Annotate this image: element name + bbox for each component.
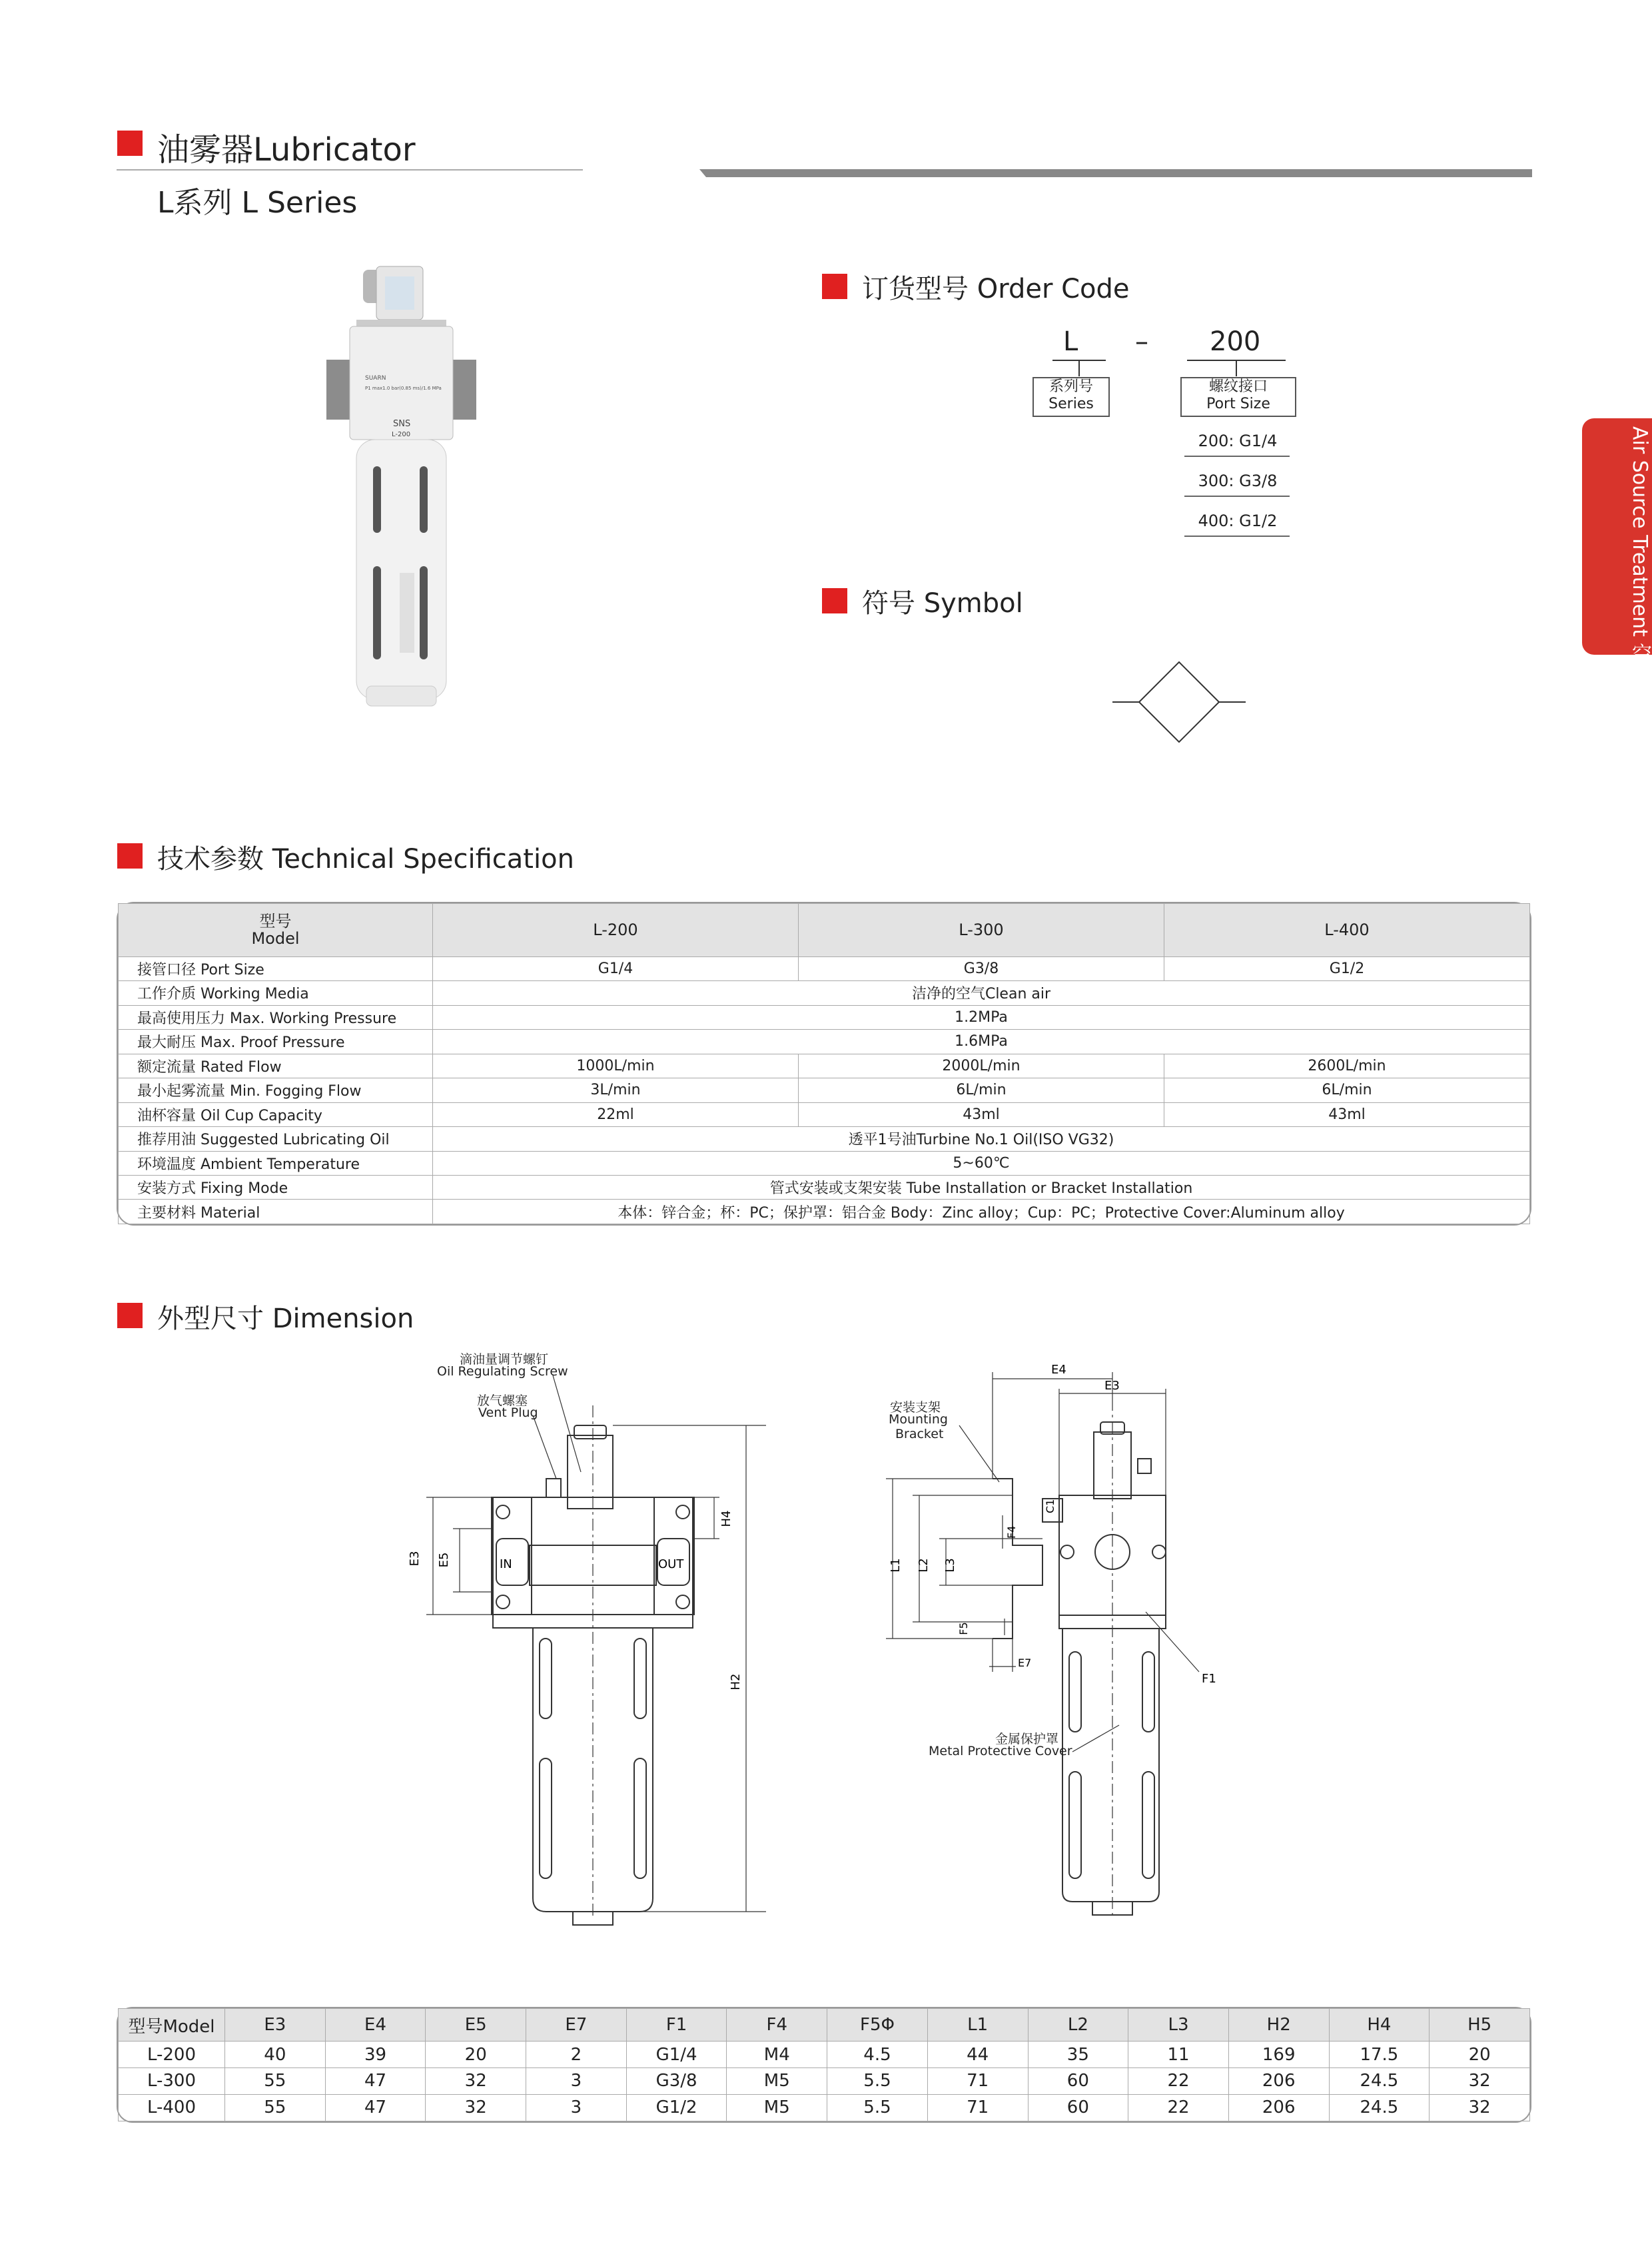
dim-table-cell: M5 — [727, 2094, 827, 2121]
side-dim-label-e3: E3 — [1104, 1379, 1120, 1393]
bracket-label-cn: 安装支架 — [890, 1400, 941, 1415]
product-photo — [313, 266, 513, 706]
dim-table-cell: 47 — [325, 2094, 426, 2121]
front-label-in: IN — [500, 1557, 512, 1571]
side-dim-label-l3: L3 — [943, 1558, 957, 1573]
spec-row-value: 3L/min — [433, 1078, 799, 1102]
page-title: 油雾器Lubricator — [157, 131, 416, 169]
spec-row-value: 本体：锌合金；杯：PC；保护罩：铝合金 Body：Zinc alloy；Cup：PC；Protective Cover:Aluminum alloy — [433, 1200, 1530, 1224]
side-category-label: Air Source Treatment 空气处理元件 — [1628, 426, 1651, 763]
vent-plug-label-cn: 放气螺塞 — [477, 1393, 528, 1408]
dim-table-cell: L-200 — [119, 2042, 225, 2068]
dim-table-cell: L-300 — [119, 2068, 225, 2095]
spec-row-label: 主要材料 Material — [119, 1200, 433, 1224]
front-dim-label-e3: E3 — [408, 1551, 422, 1567]
dim-header-cell: F1 — [626, 2009, 727, 2042]
dim-table-row — [119, 2068, 1530, 2095]
order-size-code: 200 — [1210, 326, 1261, 357]
tech-spec-heading: 技术参数 Technical Specification — [157, 844, 574, 875]
spec-row-label: 推荐用油 Suggested Lubricating Oil — [119, 1127, 433, 1151]
spec-row — [119, 981, 1530, 1005]
spec-row-value: 22ml — [433, 1102, 799, 1126]
order-series-label-cn: 系列号 — [1048, 378, 1093, 395]
order-code-marker — [822, 274, 847, 299]
dim-table-cell: 71 — [927, 2094, 1028, 2121]
oil-screw-label-en: Oil Regulating Screw — [437, 1364, 568, 1379]
spec-row-label: 工作介质 Working Media — [119, 981, 433, 1005]
dim-header-cell: 型号Model — [119, 2009, 225, 2042]
spec-row-value: 43ml — [799, 1102, 1164, 1126]
dim-header-cell: L2 — [1028, 2009, 1128, 2042]
spec-row-label: 油杯容量 Oil Cup Capacity — [119, 1102, 433, 1126]
order-port-box — [1180, 377, 1296, 417]
side-dim-label-l2: L2 — [917, 1558, 931, 1573]
spec-row — [119, 1200, 1530, 1224]
dim-table-cell: 20 — [1430, 2042, 1530, 2068]
dim-table-cell: 71 — [927, 2068, 1028, 2095]
order-series-box — [1032, 377, 1110, 417]
dim-table-cell: 169 — [1228, 2042, 1329, 2068]
dim-table-cell: 60 — [1028, 2094, 1128, 2121]
symbol-heading: 符号 Symbol — [862, 588, 1023, 619]
dim-header-cell: H4 — [1329, 2009, 1430, 2042]
tech-spec-table — [117, 902, 1531, 1226]
side-leaders — [933, 1412, 1306, 1785]
side-dim-label-l1: L1 — [889, 1558, 903, 1573]
front-leaders — [433, 1359, 633, 1492]
order-code-heading: 订货型号 Order Code — [862, 274, 1130, 304]
spec-row-value: 洁净的空气Clean air — [433, 981, 1530, 1005]
dim-table-cell: 32 — [1430, 2094, 1530, 2121]
symbol-marker — [822, 588, 847, 613]
dim-header-cell: L1 — [927, 2009, 1028, 2042]
photo-label-brand: SNS — [393, 419, 411, 429]
dim-table-cell: 24.5 — [1329, 2068, 1430, 2095]
dimension-heading: 外型尺寸 Dimension — [157, 1304, 414, 1334]
spec-model-header: 型号 Model — [119, 904, 433, 957]
spec-row-label: 接管口径 Port Size — [119, 956, 433, 980]
spec-row — [119, 1054, 1530, 1078]
front-dim-label-h4: H4 — [719, 1510, 733, 1527]
spec-row-value: 5~60℃ — [433, 1151, 1530, 1175]
order-series-label-en: Series — [1048, 396, 1094, 412]
dim-table-row — [119, 2042, 1530, 2068]
front-dim-label-h2: H2 — [729, 1673, 743, 1690]
dim-header-cell: L3 — [1128, 2009, 1229, 2042]
dim-table-cell: 20 — [426, 2042, 526, 2068]
side-dim-label-f4: F4 — [1005, 1525, 1018, 1539]
spec-row-label: 安装方式 Fixing Mode — [119, 1176, 433, 1200]
cover-label-cn: 金属保护罩 — [995, 1732, 1059, 1746]
title-marker — [117, 131, 143, 156]
spec-row — [119, 1030, 1530, 1054]
dim-table-cell: 60 — [1028, 2068, 1128, 2095]
spec-row-label: 最高使用压力 Max. Working Pressure — [119, 1005, 433, 1029]
spec-row-value: 1.2MPa — [433, 1005, 1530, 1029]
spec-row-value: 6L/min — [799, 1078, 1164, 1102]
vent-plug-label-en: Vent Plug — [478, 1405, 538, 1420]
dim-table-cell: 35 — [1028, 2042, 1128, 2068]
dim-header-cell: F5Φ — [827, 2009, 928, 2042]
spec-row-value: G3/8 — [799, 956, 1164, 980]
dim-header-cell: E5 — [426, 2009, 526, 2042]
spec-model-l300: L-300 — [799, 904, 1164, 957]
dim-table-cell: 22 — [1128, 2094, 1229, 2121]
spec-row-value: 43ml — [1164, 1102, 1530, 1126]
tech-spec-marker — [117, 843, 143, 869]
spec-row-value: 2600L/min — [1164, 1054, 1530, 1078]
dim-table-cell: 2 — [526, 2042, 627, 2068]
spec-row — [119, 1176, 1530, 1200]
dim-table-cell: 3 — [526, 2068, 627, 2095]
spec-row-value: G1/4 — [433, 956, 799, 980]
dim-table-cell: 32 — [426, 2068, 526, 2095]
dim-table-cell: 3 — [526, 2094, 627, 2121]
dim-table-cell: 47 — [325, 2068, 426, 2095]
side-dim-label-e4: E4 — [1051, 1363, 1066, 1377]
spec-row — [119, 1005, 1530, 1029]
dim-table-cell: 5.5 — [827, 2068, 928, 2095]
dim-table-cell: 5.5 — [827, 2094, 928, 2121]
dim-table-row — [119, 2094, 1530, 2121]
side-dim-label-f1: F1 — [1202, 1672, 1216, 1686]
spec-model-l400: L-400 — [1164, 904, 1530, 957]
dim-table-cell: 55 — [225, 2094, 326, 2121]
dim-table-cell: 32 — [1430, 2068, 1530, 2095]
dim-table-cell: 39 — [325, 2042, 426, 2068]
dim-table-cell: 32 — [426, 2094, 526, 2121]
front-label-out: OUT — [658, 1557, 684, 1571]
dimension-table — [117, 2007, 1531, 2123]
spec-row-value: 2000L/min — [799, 1054, 1164, 1078]
order-series-code: L — [1063, 326, 1078, 357]
order-port-label-cn: 螺纹接口 — [1208, 378, 1268, 395]
dim-header-cell: E7 — [526, 2009, 627, 2042]
bracket-label-en1: Mounting — [889, 1412, 948, 1427]
dim-table-cell: 40 — [225, 2042, 326, 2068]
spec-row — [119, 1078, 1530, 1102]
header-rule — [117, 167, 1532, 180]
dim-table-cell: L-400 — [119, 2094, 225, 2121]
spec-row — [119, 956, 1530, 980]
spec-row-value: 1.6MPa — [433, 1030, 1530, 1054]
spec-row-value: 管式安装或支架安装 Tube Installation or Bracket Installation — [433, 1176, 1530, 1200]
spec-row-label: 额定流量 Rated Flow — [119, 1054, 433, 1078]
dim-header-cell: E4 — [325, 2009, 426, 2042]
spec-row — [119, 1102, 1530, 1126]
dim-table-cell: 44 — [927, 2042, 1028, 2068]
dim-table-cell: G3/8 — [626, 2068, 727, 2095]
bracket-label-en2: Bracket — [895, 1427, 944, 1441]
dim-table-cell: G1/4 — [626, 2042, 727, 2068]
side-dim-label-c1: C1 — [1044, 1499, 1056, 1513]
spec-row-label: 环境温度 Ambient Temperature — [119, 1151, 433, 1175]
dim-table-cell: 55 — [225, 2068, 326, 2095]
lubricator-symbol — [1112, 659, 1246, 753]
order-option-200: 200: G1/4 — [1198, 432, 1278, 450]
order-option-300: 300: G3/8 — [1198, 472, 1278, 490]
spec-row-value: 6L/min — [1164, 1078, 1530, 1102]
side-dim-label-f5: F5 — [957, 1622, 970, 1635]
dimension-marker — [117, 1303, 143, 1328]
dim-header-cell: F4 — [727, 2009, 827, 2042]
dim-table-cell: 22 — [1128, 2068, 1229, 2095]
spec-row-label: 最大耐压 Max. Proof Pressure — [119, 1030, 433, 1054]
dim-table-cell: 11 — [1128, 2042, 1229, 2068]
svg-text:P1 max1.0 bar(0.85 ms)/1.6 MPa: P1 max1.0 bar(0.85 ms)/1.6 MPa — [365, 386, 442, 391]
dim-header-cell: H5 — [1430, 2009, 1530, 2042]
side-dim-label-e7: E7 — [1018, 1657, 1032, 1669]
spec-row — [119, 1127, 1530, 1151]
dim-table-cell: 17.5 — [1329, 2042, 1430, 2068]
svg-text:SUARN: SUARN — [365, 375, 386, 382]
spec-row-label: 最小起雾流量 Min. Fogging Flow — [119, 1078, 433, 1102]
oil-screw-label-cn: 滴油量调节螺钉 — [460, 1352, 549, 1367]
photo-label-model: L-200 — [392, 431, 411, 438]
spec-row-value: 1000L/min — [433, 1054, 799, 1078]
order-port-label-en: Port Size — [1206, 396, 1270, 412]
front-dim-label-e5: E5 — [437, 1552, 451, 1568]
page-subtitle: L系列 L Series — [157, 186, 358, 220]
dim-table-cell: M5 — [727, 2068, 827, 2095]
dim-table-cell: 24.5 — [1329, 2094, 1430, 2121]
spec-row-value: 透平1号油Turbine No.1 Oil(ISO VG32) — [433, 1127, 1530, 1151]
dim-header-cell: E3 — [225, 2009, 326, 2042]
spec-row-value: G1/2 — [1164, 956, 1530, 980]
order-dash: – — [1135, 326, 1148, 357]
spec-row — [119, 1151, 1530, 1175]
dim-table-cell: 4.5 — [827, 2042, 928, 2068]
dim-table-cell: 206 — [1228, 2094, 1329, 2121]
order-option-400: 400: G1/2 — [1198, 512, 1278, 530]
spec-model-l200: L-200 — [433, 904, 799, 957]
dim-table-cell: 206 — [1228, 2068, 1329, 2095]
dim-table-cell: M4 — [727, 2042, 827, 2068]
cover-label-en: Metal Protective Cover — [929, 1744, 1072, 1758]
dim-table-cell: G1/2 — [626, 2094, 727, 2121]
dim-header-cell: H2 — [1228, 2009, 1329, 2042]
